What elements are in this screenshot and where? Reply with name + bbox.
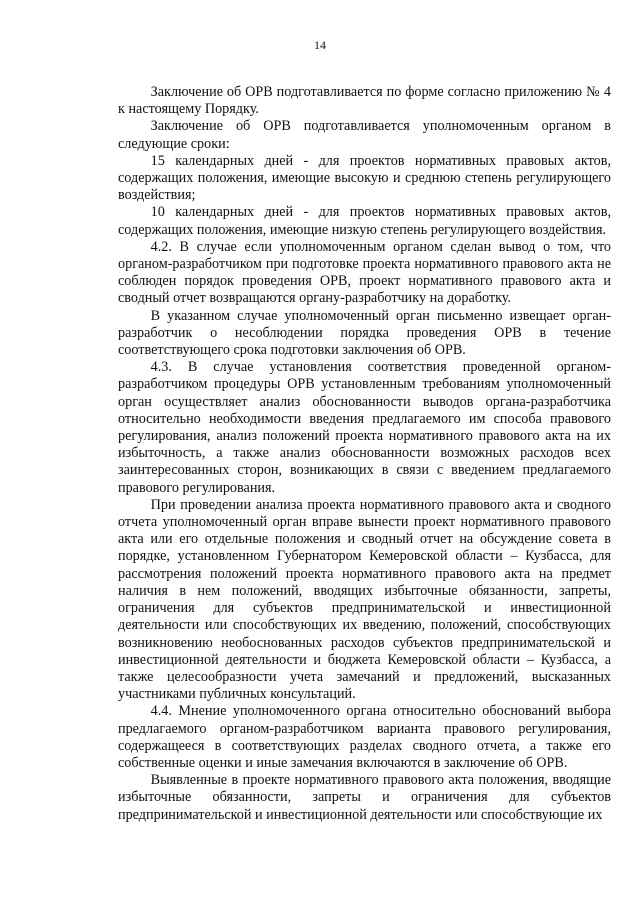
paragraph-conclusion-form: Заключение об ОРВ подготавливается по форме согласно приложению № 4 к настоящему Порядку.	[118, 84, 611, 118]
paragraph-deadline-10-days: 10 календарных дней - для проектов нормативных правовых актов, содержащих положения, имеющие низкую степень регулирующего воздействия.	[118, 204, 611, 238]
paragraph-section-4-2: 4.2. В случае если уполномоченным органом сделан вывод о том, что органом-разработчиком при подготовке проекта нормативного правового акта не соблюден порядок проведения ОРВ, проект нормативного правового акта и сводный отчет возвращаются органу-разработчику на доработку.	[118, 238, 611, 307]
paragraph-conclusion-deadlines: Заключение об ОРВ подготавливается уполномоченным органом в следующие сроки:	[118, 118, 611, 152]
paragraph-section-4-3: 4.3. В случае установления соответствия проведенной органом-разработчиком процедуры ОРВ установленным требованиям уполномоченный орган осуществляет анализ обоснованности выводов органа-разработчика относительно необходимости введения предлагаемого им способа правового регулирования, анализ положений проекта нормативного правового акта на их избыточность, а также анализ обоснованности возможных расходов всех заинтересованных сторон, возникающих в связи с введением предлагаемого правового регулирования.	[118, 359, 611, 496]
document-body	[118, 84, 611, 824]
paragraph-identified-provisions: Выявленные в проекте нормативного правового акта положения, вводящие избыточные обязанности, запреты и ограничения для субъектов предпринимательской и инвестиционной деятельности или способствующие их	[118, 772, 611, 823]
paragraph-analysis-council: При проведении анализа проекта нормативного правового акта и сводного отчета уполномоченный орган вправе вынести проект нормативного правового акта или его отдельные положения и сводный отчет на обсуждение совета в порядке, установленном Губернатором Кемеровской области – Кузбасса, для рассмотрения положений проекта нормативного правового акта на предмет наличия в нем положений, вводящих избыточные обязанности, запреты, ограничения для субъектов предпринимательской и инвестиционной деятельности или способствующих их введению, положений, способствующих возникновению необоснованных расходов субъектов предпринимательской и инвестиционной деятельности и бюджета Кемеровской области – Кузбасса, а также целесообразности учета замечаний и предложений, высказанных участниками публичных консультаций.	[118, 496, 611, 703]
page-number: 14	[314, 38, 326, 52]
paragraph-section-4-4: 4.4. Мнение уполномоченного органа относительно обоснований выбора предлагаемого органом-разработчиком варианта правового регулирования, содержащееся в соответствующих разделах сводного отчета, а также его собственные оценки и иные замечания включаются в заключение об ОРВ.	[118, 703, 611, 771]
paragraph-written-notice: В указанном случае уполномоченный орган письменно извещает орган-разработчик о несоблюдении порядка проведения ОРВ в течение соответствующего срока подготовки заключения об ОРВ.	[118, 307, 611, 359]
paragraph-deadline-15-days: 15 календарных дней - для проектов нормативных правовых актов, содержащих положения, имеющие высокую и среднюю степень регулирующего воздействия;	[118, 152, 611, 204]
